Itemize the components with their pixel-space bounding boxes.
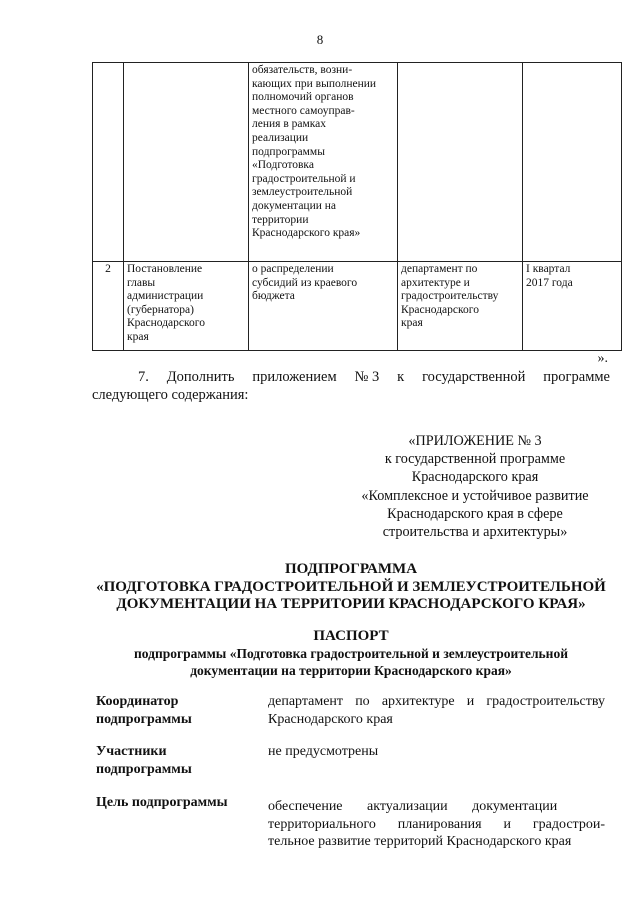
paragraph-line <box>92 368 610 386</box>
name-line: главы <box>127 276 156 289</box>
content-line: реализации <box>252 131 309 144</box>
content-line: бюджета <box>252 290 295 303</box>
appendix-header <box>340 432 610 541</box>
content-line: местного самоуправ- <box>252 104 355 117</box>
cell-term <box>523 262 622 351</box>
executor-line: края <box>401 317 423 330</box>
name-line: Краснодарского <box>127 317 205 330</box>
paragraph-line: следующего содержания: <box>92 387 249 403</box>
paragraph-7 <box>92 368 610 404</box>
content-line: градостроительной и <box>252 172 356 185</box>
executor-line: архитектуре и <box>401 276 470 289</box>
cell-name <box>124 262 249 351</box>
term-line: I квартал <box>526 263 571 275</box>
page-number: 8 <box>316 32 324 47</box>
passport-label-goal <box>96 794 228 812</box>
value-line: территориального планирования и градострои- <box>268 816 605 832</box>
appendix-line: «ПРИЛОЖЕНИЕ № 3 <box>408 433 542 449</box>
cell-executor <box>398 262 523 351</box>
executor-line: градостроительству <box>401 290 499 303</box>
label-line: Цель подпрограммы <box>96 795 228 810</box>
content-line: «Подготовка <box>252 159 314 172</box>
word: программе <box>543 369 610 385</box>
subtitle-line: подпрограммы «Подготовка градостроительной и землеустроительной <box>134 646 568 661</box>
value-line: тельное развитие территорий Краснодарского края <box>268 834 572 849</box>
name-line: (губернатора) <box>127 303 194 316</box>
passport-title: ПАСПОРТ <box>313 628 389 644</box>
content-line: Краснодарского края» <box>252 227 361 240</box>
word: приложением <box>252 369 337 385</box>
name-line: края <box>127 330 149 343</box>
label-line: Участники <box>96 744 167 759</box>
cell-term <box>523 63 622 262</box>
executor-line: департамент по <box>401 263 478 275</box>
word: 7. <box>138 369 149 385</box>
title-line: ПОДПРОГРАММА <box>284 561 418 577</box>
content-line: землеустроительной <box>252 186 353 199</box>
term-line: 2017 года <box>526 276 573 289</box>
table-row-continued <box>93 63 622 262</box>
cell-name <box>124 63 249 262</box>
cell-executor <box>398 63 523 262</box>
content-line: о распределении <box>252 263 334 275</box>
subprogram-title <box>92 561 610 614</box>
cell-content <box>249 63 398 262</box>
name-line: администрации <box>127 290 204 303</box>
passport-value-participants <box>268 743 605 761</box>
table-row-2 <box>93 262 622 351</box>
appendix-line: «Комплексное и устойчивое развитие <box>361 487 589 504</box>
value-line: Краснодарского края <box>268 711 393 727</box>
appendix-line: к государственной программе <box>384 451 566 468</box>
word: государственной <box>422 369 526 385</box>
closing-quote: ». <box>597 351 608 366</box>
word: к <box>397 369 405 385</box>
label-line: Координатор <box>96 694 179 709</box>
content-line: документации на <box>252 199 337 212</box>
word: № 3 <box>354 369 380 385</box>
passport-value-coordinator <box>268 693 605 728</box>
label-line: подпрограммы <box>96 711 192 727</box>
appendix-line: строительства и архитектуры» <box>382 524 568 541</box>
passport-value-goal <box>268 798 605 851</box>
passport-label-coordinator <box>96 693 192 728</box>
content-line: субсидий из краевого <box>252 276 358 289</box>
content-line: обязательств, возни- <box>252 64 353 76</box>
cell-content <box>249 262 398 351</box>
cell-num <box>93 63 124 262</box>
passport-label-participants <box>96 743 192 778</box>
appendix-line: Краснодарского края <box>411 469 539 486</box>
cell-num: 2 <box>93 262 124 351</box>
value-line: департамент по архитектуре и градостроительству <box>268 694 605 709</box>
content-line: полномочий органов <box>252 91 354 104</box>
subtitle-line: документации на территории Краснодарского края» <box>190 663 512 678</box>
name-line: Постановление <box>127 263 203 275</box>
title-line: ДОКУМЕНТАЦИИ НА ТЕРРИТОРИИ КРАСНОДАРСКОГО КРАЯ» <box>116 596 586 612</box>
content-line: территории <box>252 213 309 226</box>
value-line: обеспечение актуализации документации <box>268 799 558 814</box>
content-line: ления в рамках <box>252 118 327 131</box>
content-line: кающих при выполнении <box>252 77 377 90</box>
content-line: подпрограммы <box>252 145 325 158</box>
executor-line: Краснодарского <box>401 303 479 316</box>
word: Дополнить <box>166 369 235 385</box>
appendix-line: Краснодарского края в сфере <box>387 505 563 522</box>
value-line: не предусмотрены <box>268 744 379 759</box>
title-line: «ПОДГОТОВКА ГРАДОСТРОИТЕЛЬНОЙ И ЗЕМЛЕУСТРОИТЕЛЬНОЙ <box>96 578 606 595</box>
measures-table <box>92 62 622 351</box>
label-line: подпрограммы <box>96 761 192 777</box>
passport-subtitle <box>92 645 610 679</box>
